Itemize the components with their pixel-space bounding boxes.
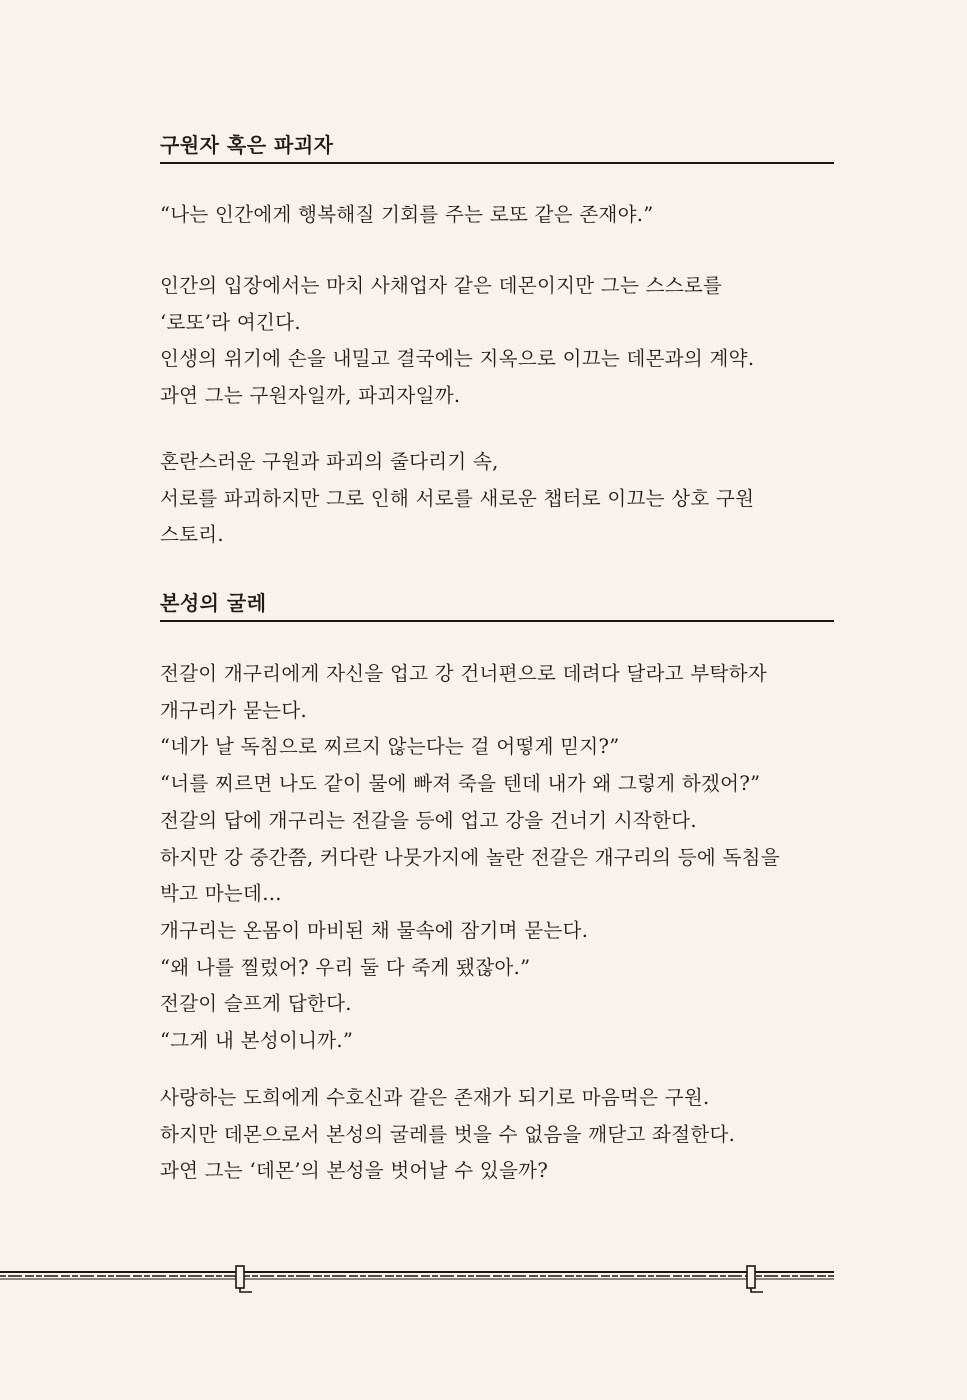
text-line: 전갈의 답에 개구리는 전갈을 등에 업고 강을 건너기 시작한다. xyxy=(160,808,697,832)
paragraph-lotto-quote xyxy=(160,197,850,234)
paragraph-scorpion-fable xyxy=(160,656,850,1060)
section-title-savior-or-destroyer: 구원자 혹은 파괴자 xyxy=(160,133,334,157)
text-line: 인간의 입장에서는 마치 사채업자 같은 데몬이지만 그는 스스로를 xyxy=(160,274,723,297)
section-divider xyxy=(160,620,834,622)
text-line: 전갈이 슬프게 답한다. xyxy=(160,992,352,1016)
text-line: ‘로또’라 여긴다. xyxy=(160,310,301,334)
text-line: “네가 날 독침으로 찌르지 않는다는 걸 어떻게 믿지?” xyxy=(160,735,620,759)
text-line: 하지만 강 중간쯤, 커다란 나뭇가지에 놀란 전갈은 개구리의 등에 독침을 xyxy=(160,845,780,869)
section-divider xyxy=(160,162,834,164)
section-title-shackles-of-nature: 본성의 굴레 xyxy=(160,591,267,615)
paragraph-guardian-resolve xyxy=(160,1080,850,1190)
text-line: “나는 인간에게 행복해질 기회를 주는 로또 같은 존재야.” xyxy=(160,203,654,226)
text-line: “그게 내 본성이니까.” xyxy=(160,1029,354,1053)
text-line: 혼란스러운 구원과 파괴의 줄다리기 속, xyxy=(160,450,499,473)
text-line: 서로를 파괴하지만 그로 인해 서로를 새로운 챕터로 이끄는 상호 구원 xyxy=(160,486,755,510)
text-line: 인생의 위기에 손을 내밀고 결국에는 지옥으로 이끄는 데몬과의 계약. xyxy=(160,347,755,371)
text-line: 과연 그는 구원자일까, 파괴자일까. xyxy=(160,384,461,408)
text-line: 하지만 데몬으로서 본성의 굴레를 벗을 수 없음을 깨닫고 좌절한다. xyxy=(160,1122,736,1146)
text-line: 개구리는 온몸이 마비된 채 물속에 잠기며 묻는다. xyxy=(160,918,589,942)
text-line: “너를 찌르면 나도 같이 물에 빠져 죽을 텐데 내가 왜 그렇게 하겠어?” xyxy=(160,772,761,796)
text-line: 박고 마는데… xyxy=(160,882,282,906)
text-line: 전갈이 개구리에게 자신을 업고 강 건너편으로 데려다 달라고 부탁하자 xyxy=(160,662,767,685)
paragraph-demon-contract xyxy=(160,268,850,415)
text-line: 개구리가 묻는다. xyxy=(160,698,307,722)
text-line: 과연 그는 ‘데몬’의 본성을 벗어날 수 있을까? xyxy=(160,1159,549,1183)
text-line: 사랑하는 도희에게 수호신과 같은 존재가 되기로 마음먹은 구원. xyxy=(160,1086,710,1109)
footer-ornament-rule xyxy=(0,1262,836,1298)
text-line: 스토리. xyxy=(160,523,224,547)
paragraph-mutual-salvation xyxy=(160,444,850,554)
text-line: “왜 나를 찔렀어? 우리 둘 다 죽게 됐잖아.” xyxy=(160,955,531,979)
